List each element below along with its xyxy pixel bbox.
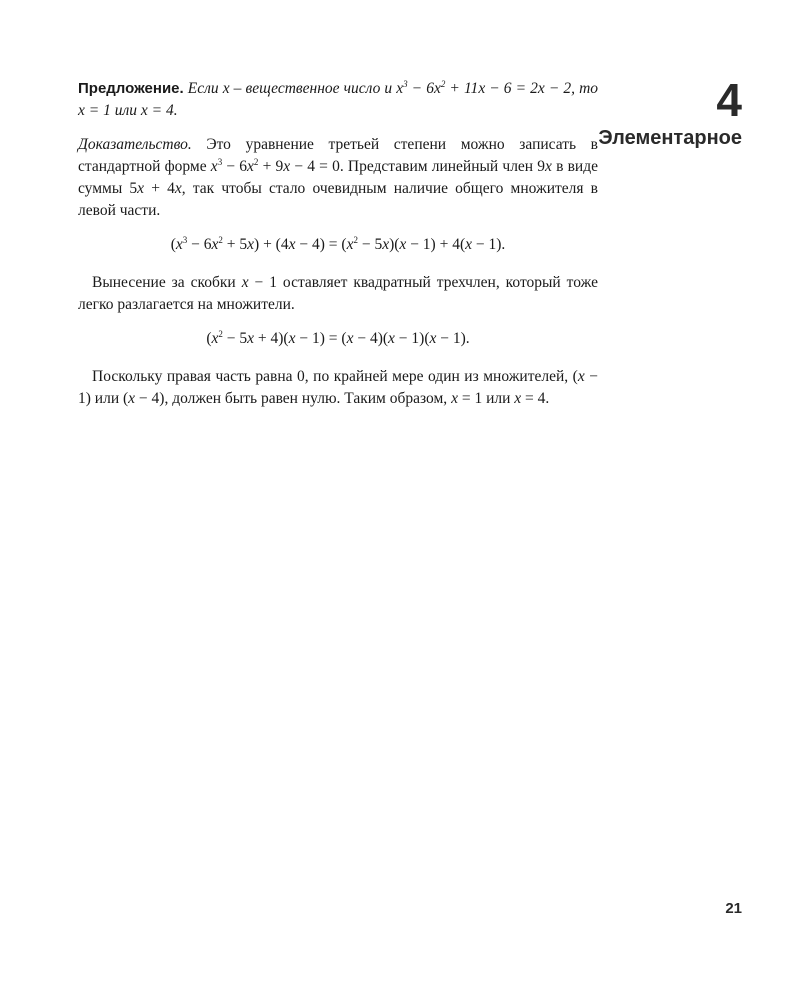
page-number: 21 bbox=[725, 900, 742, 917]
text-run: = 1 или bbox=[457, 390, 515, 407]
eq-part: − 5 bbox=[222, 330, 248, 347]
text-run: − 4), должен быть равен нулю. Таким образом, bbox=[135, 390, 452, 407]
text-run: = 1 или bbox=[84, 102, 141, 119]
math-var: x bbox=[247, 330, 255, 347]
math-var: x bbox=[346, 236, 354, 253]
math-var: x bbox=[128, 390, 136, 407]
proof-label: Доказательство. bbox=[78, 136, 192, 153]
math-var: x bbox=[451, 390, 458, 407]
text-run: = 4. bbox=[521, 390, 550, 407]
eq-part: − 5 bbox=[357, 236, 383, 253]
proposition bbox=[78, 78, 598, 122]
math-var: x bbox=[222, 80, 230, 97]
eq-part: + 4)( bbox=[254, 330, 289, 347]
page-body bbox=[78, 78, 598, 422]
math-var: x bbox=[478, 80, 486, 97]
text-run: Если bbox=[187, 80, 223, 97]
exponent: 3 bbox=[182, 235, 188, 245]
math-var: x bbox=[288, 236, 296, 253]
exponent: 3 bbox=[403, 79, 408, 89]
text-run: − 4 = 0. Представим линейный член 9 bbox=[290, 158, 546, 175]
chapter-marker bbox=[598, 76, 742, 150]
math-var: x bbox=[211, 330, 219, 347]
math-var: x bbox=[433, 80, 441, 97]
eq-part: − 4) = ( bbox=[295, 236, 347, 253]
text-run: – вещественное число и bbox=[229, 80, 397, 97]
text-run: + 9 bbox=[258, 158, 284, 175]
exponent: 2 bbox=[218, 329, 223, 339]
eq-part: )( bbox=[389, 236, 400, 253]
math-var: x bbox=[78, 102, 85, 119]
text-run: − 6 bbox=[222, 158, 248, 175]
math-var: x bbox=[137, 180, 145, 197]
math-var: x bbox=[288, 330, 296, 347]
text-run: − 2, то bbox=[544, 80, 599, 97]
math-var: x bbox=[545, 158, 552, 175]
text-run: в виде суммы 5 bbox=[78, 158, 598, 197]
text-run: Поскольку правая часть равна 0, по крайней мере один из множителей, ( bbox=[92, 368, 578, 385]
text-run: − 1) или ( bbox=[78, 368, 598, 407]
math-var: x bbox=[175, 236, 183, 253]
text-run: , так чтобы стало очевидным наличие общего множителя в левой части. bbox=[78, 180, 598, 219]
text-run: − 1 оставляет квадратный трехчлен, который тоже легко разлагается на множители. bbox=[78, 274, 598, 313]
exponent: 3 bbox=[217, 157, 223, 167]
math-var: x bbox=[577, 368, 585, 385]
exponent: 2 bbox=[253, 157, 259, 167]
conclusion-paragraph bbox=[78, 366, 598, 410]
eq-part: ( bbox=[170, 236, 176, 253]
factoring-paragraph bbox=[78, 272, 598, 316]
eq-part: − 4)( bbox=[353, 330, 389, 347]
eq-part: − 1). bbox=[472, 236, 506, 253]
math-var: x bbox=[174, 180, 182, 197]
proof-paragraph bbox=[78, 134, 598, 222]
math-var: x bbox=[241, 274, 249, 291]
eq-part: ( bbox=[206, 330, 212, 347]
math-var: x bbox=[247, 158, 254, 175]
proposition-label: Предложение. bbox=[78, 80, 184, 97]
math-var: x bbox=[283, 158, 291, 175]
text-run: − 6 bbox=[407, 80, 434, 97]
math-var: x bbox=[211, 236, 219, 253]
chapter-number: 4 bbox=[716, 74, 742, 126]
math-var: x bbox=[396, 80, 404, 97]
text-run: Вынесение за скобки bbox=[92, 274, 242, 291]
math-var: x bbox=[399, 236, 407, 253]
math-var: x bbox=[382, 236, 390, 253]
exponent: 2 bbox=[440, 79, 446, 89]
math-var: x bbox=[514, 390, 522, 407]
eq-part: + 5 bbox=[222, 236, 248, 253]
eq-part: − 6 bbox=[187, 236, 212, 253]
equation-1 bbox=[78, 234, 598, 256]
text-run: Это уравнение третьей степени можно записать в стандартной форме bbox=[78, 136, 598, 175]
eq-part: − 1). bbox=[436, 330, 470, 347]
math-var: x bbox=[537, 80, 545, 97]
text-run: − 6 = 2 bbox=[485, 80, 538, 97]
text-run: + 11 bbox=[445, 80, 479, 97]
text-run: + 4 bbox=[144, 180, 175, 197]
chapter-title: Элементарное bbox=[598, 127, 742, 149]
math-var: x bbox=[465, 236, 473, 253]
eq-part: − 1) = ( bbox=[295, 330, 347, 347]
equation-2 bbox=[78, 328, 598, 350]
math-var: x bbox=[140, 102, 148, 119]
exponent: 2 bbox=[218, 235, 223, 245]
text-run: = 4. bbox=[147, 102, 178, 119]
eq-part: − 1) + 4( bbox=[406, 236, 466, 253]
math-var: x bbox=[210, 158, 218, 175]
eq-part: − 1)( bbox=[394, 330, 430, 347]
math-var: x bbox=[346, 330, 354, 347]
math-var: x bbox=[388, 330, 395, 347]
eq-part: ) + (4 bbox=[254, 236, 289, 253]
math-var: x bbox=[429, 330, 437, 347]
exponent: 2 bbox=[353, 235, 358, 245]
math-var: x bbox=[247, 236, 255, 253]
